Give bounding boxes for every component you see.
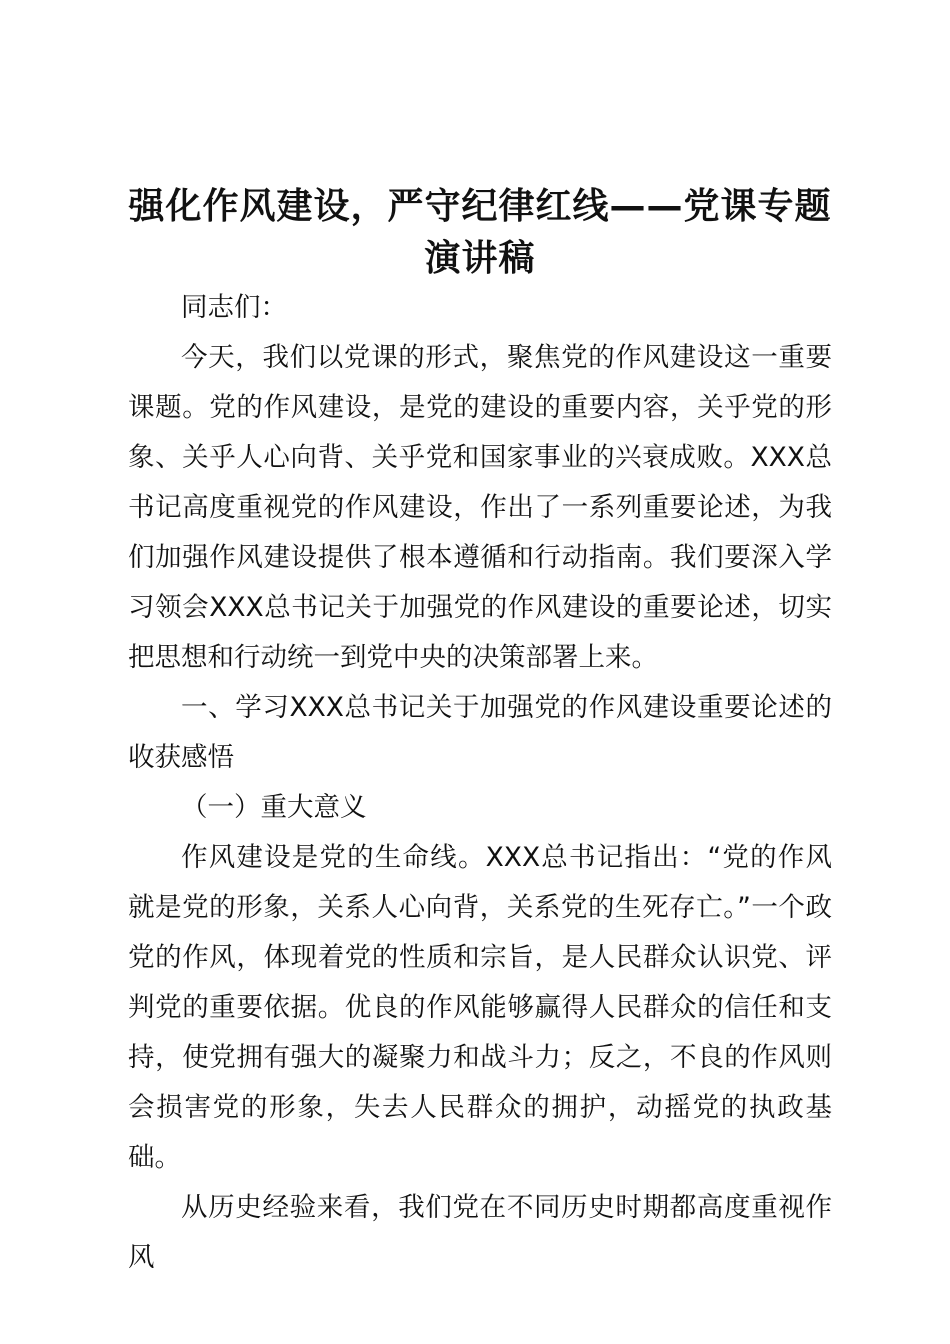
paragraph-history: 从历史经验来看，我们党在不同历史时期都高度重视作风 (128, 1192, 832, 1273)
paragraph-significance: 作风建设是党的生命线。XXX总书记指出：“党的作风就是党的形象，关系人心向背，关系党的生死存亡。”一个政党的作风，体现着党的性质和宗旨，是人民群众认识党、评判党的重要依据。优良的作风能够赢得人民群众的信任和支持，使党拥有强大的凝聚力和战斗力；反之，不良的作风则会损害党的形象，失去人民群众的拥护，动摇党的执政基础。 (128, 842, 832, 1173)
document-body (128, 283, 832, 1283)
subsection-heading: （一）重大意义 (181, 792, 367, 823)
paragraph-intro: 今天，我们以党课的形式，聚焦党的作风建设这一重要课题。党的作风建设，是党的建设的重要内容，关乎党的形象、关乎人心向背、关乎党和国家事业的兴衰成败。XXX总书记高度重视党的作风建设，作出了一系列重要论述，为我们加强作风建设提供了根本遵循和行动指南。我们要深入学习领会XXX总书记关于加强党的作风建设的重要论述，切实把思想和行动统一到党中央的决策部署上来。 (128, 342, 832, 673)
section-heading: 一、学习XXX总书记关于加强党的作风建设重要论述的收获感悟 (128, 692, 832, 773)
document-title: 强化作风建设，严守纪律红线——党课专题演讲稿 (128, 186, 832, 279)
salutation: 同志们： (181, 292, 287, 323)
